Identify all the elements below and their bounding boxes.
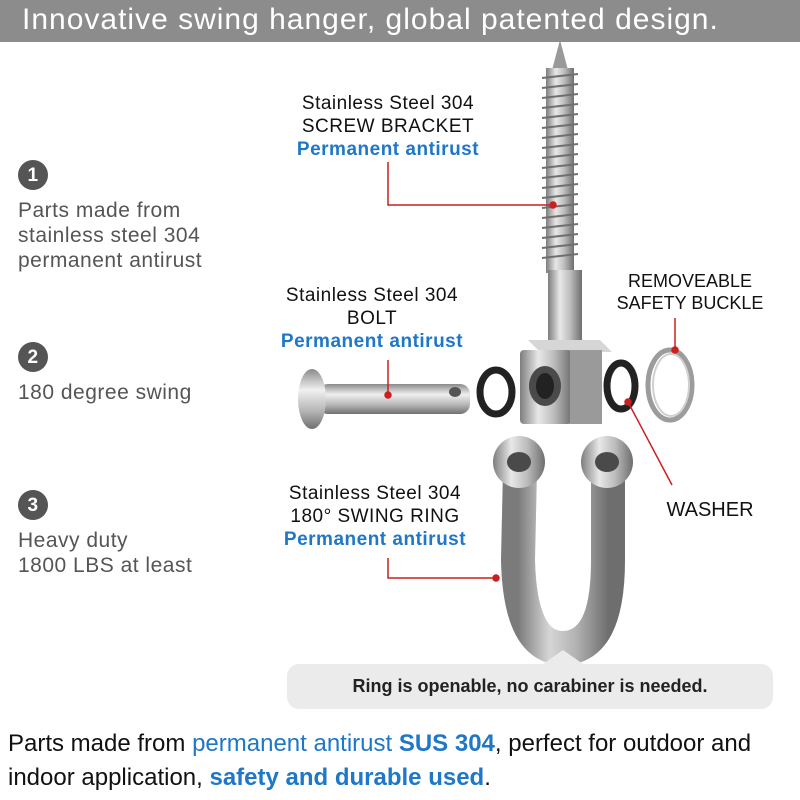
feature-line: permanent antirust	[18, 249, 203, 272]
label-line: SAFETY BUCKLE	[616, 293, 764, 313]
swing-ring-label	[262, 482, 488, 551]
label-line: Stainless Steel 304	[288, 483, 462, 504]
feature-line: Heavy duty	[18, 529, 129, 552]
feature-number: 3	[18, 490, 48, 520]
footer-segment: .	[484, 764, 491, 791]
note-bubble: Ring is openable, no carabiner is needed.	[287, 664, 773, 709]
feature-number: 2	[18, 342, 48, 372]
feature-line: stainless steel 304	[18, 224, 201, 247]
bolt-label	[262, 284, 482, 353]
screw-bracket-icon	[520, 40, 612, 424]
label-line: REMOVEABLE	[627, 271, 753, 291]
washer-label: WASHER	[666, 499, 754, 521]
label-line: Stainless Steel 304	[285, 285, 459, 306]
feature-2	[18, 342, 192, 405]
banner-title: Innovative swing hanger, global patented design.	[0, 0, 800, 42]
safety-buckle-icon	[648, 350, 692, 420]
feature-1	[18, 160, 202, 273]
footer-accent: permanent antirust	[192, 730, 399, 757]
bolt-icon	[298, 369, 470, 429]
footer-segment: Parts made from	[8, 730, 193, 757]
feature-3	[18, 490, 192, 578]
footer-accent-bold: safety and durable used	[209, 764, 485, 791]
label-accent: Permanent antirust	[280, 331, 464, 352]
label-line: BOLT	[346, 308, 398, 329]
swing-ring-icon	[493, 436, 633, 648]
label-line: 180° SWING RING	[290, 506, 460, 527]
label-accent: Permanent antirust	[283, 529, 467, 550]
label-line: Stainless Steel 304	[301, 93, 475, 114]
footer-segment: , perfect for outdoor and indoor application,	[8, 730, 752, 791]
screw-bracket-label	[270, 92, 506, 161]
feature-line: Parts made from	[18, 199, 181, 222]
label-accent: Permanent antirust	[296, 139, 480, 160]
feature-line: 1800 LBS at least	[18, 554, 193, 577]
washer-left-icon	[480, 370, 512, 414]
safety-buckle-label	[606, 270, 774, 314]
footer-accent-bold: SUS 304	[398, 730, 495, 757]
feature-line: 180 degree swing	[18, 381, 192, 404]
feature-number: 1	[18, 160, 48, 190]
footer-text	[8, 727, 798, 795]
label-line: SCREW BRACKET	[301, 116, 475, 137]
